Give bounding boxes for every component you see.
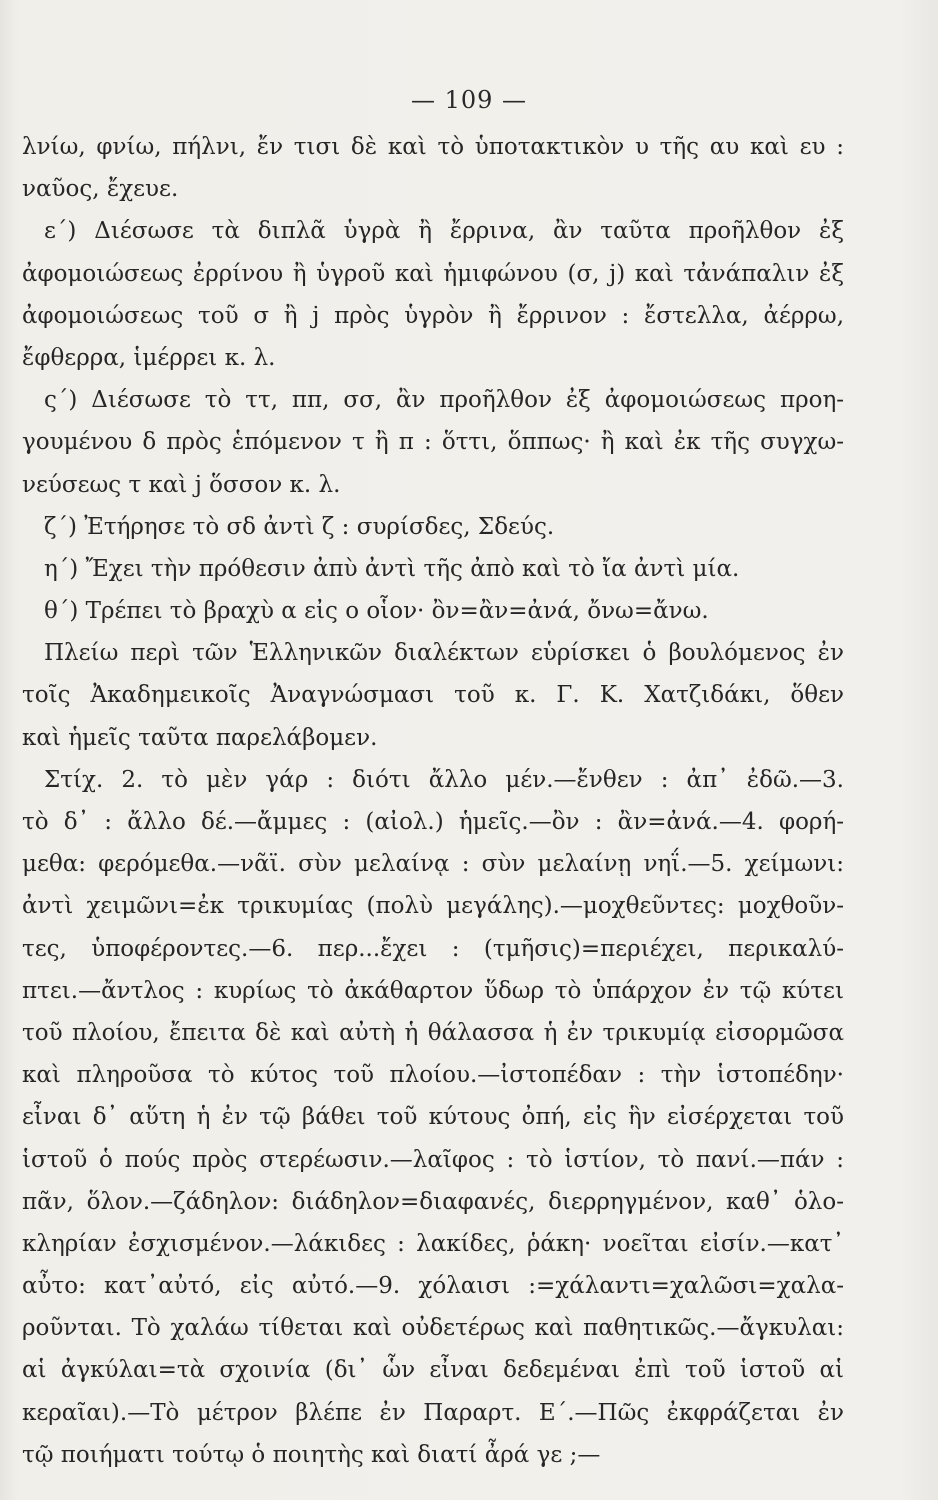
text-line: Πλείω περὶ τῶν Ἑλληνικῶν διαλέκτων εὑρίσκει ὁ βουλόμενος ἐν [44,640,844,667]
text-line: γουμένου δ πρὸς ἑπόμενον τ ἢ π : ὅττι, ὅππως· ἢ καὶ ἐκ τῆς συγχω- [22,429,844,456]
text-line: ζ΄) Ἐτήρησε τὸ σδ ἀντὶ ζ : συρίσδες, Σδεύς. [44,513,555,540]
text-line: τοῖς Ἀκαδημεικοῖς Ἀναγνώσμασι τοῦ κ. Γ. Κ. Χατζιδάκι, ὅθεν [22,682,844,709]
text-line: θ΄) Τρέπει τὸ βραχὺ α εἰς ο οἷον· ὂν=ἂν=ἀνά, ὄνω=ἄνω. [44,598,709,625]
text-line: εἶναι δ᾽ αὕτη ἡ ἐν τῷ βάθει τοῦ κύτους ὀπή, εἰς ἣν εἰσέρχεται τοῦ [22,1104,844,1131]
text-line: λνίω, φνίω, πήλνι, ἔν τισι δὲ καὶ τὸ ὑποτακτικὸν υ τῆς αυ καὶ ευ : [22,134,844,160]
text-line: η΄) Ἔχει τὴν πρόθεσιν ἀπὺ ἀντὶ τῆς ἀπὸ καὶ τὸ ἴα ἀντὶ μία. [44,555,740,582]
text-line: ἀφομοιώσεως τοῦ σ ἢ j πρὸς ὑγρὸν ἢ ἔρρινον : ἔστελλα, ἀέρρω, [22,302,844,329]
text-line: ε΄) Διέσωσε τὰ διπλᾶ ὑγρὰ ἢ ἔρρινα, ἂν ταῦτα προῆλθον ἐξ [44,218,844,245]
text-line: ἀντὶ χειμῶνι=ἐκ τρικυμίας (πολὺ μεγάλης).—μοχθεῦντες: μοχθοῦν- [22,893,844,920]
text-line: νεύσεως τ καὶ j ὅσσον κ. λ. [22,471,341,498]
text-line: καὶ ἡμεῖς ταῦτα παρελάβομεν. [22,724,378,751]
text-line: ς΄) Διέσωσε τὸ ττ, ππ, σσ, ἂν προῆλθον ἐξ ἀφομοιώσεως προη- [44,387,844,414]
text-line: τὸ δ᾽ : ἄλλο δέ.—ἄμμες : (αἰολ.) ἡμεῖς.—ὂν : ἂν=ἀνά.—4. φορή- [22,809,844,835]
text-line: μεθα: φερόμεθα.—νᾶϊ. σὺν μελαίνᾳ : σὺν μελαίνῃ νηΐ.—5. χείμωνι: [22,851,844,878]
text-line: αὖτο: κατ᾽αὐτό, εἰς αὐτό.—9. χόλαισι :=χάλαντι=χαλῶσι=χαλα- [22,1273,844,1300]
text-line: ναῦος, ἔχευε. [22,176,179,203]
text-line: ἔφθερρα, ἱμέρρει κ. λ. [22,344,276,371]
text-line: πᾶν, ὅλον.—ζάδηλον: διάδηλον=διαφανές, διερρηγμένον, καθ᾽ ὁλο- [22,1188,844,1215]
text-line: αἱ ἀγκύλαι=τὰ σχοινία (δι᾽ ὧν εἶναι δεδεμέναι ἐπὶ τοῦ ἱστοῦ αἱ [22,1357,844,1384]
text-line: Στίχ. 2. τὸ μὲν γάρ : διότι ἄλλο μέν.—ἔνθεν : ἀπ᾽ ἐδῶ.—3. [44,766,844,793]
text-line: ἀφομοιώσεως ἐρρίνου ἢ ὑγροῦ καὶ ἡμιφώνου (σ, j) καὶ τἀνάπαλιν ἐξ [22,260,844,287]
text-line: τοῦ πλοίου, ἔπειτα δὲ καὶ αὐτὴ ἡ θάλασσα ἡ ἐν τρικυμίᾳ εἰσορμῶσα [22,1019,844,1046]
body-text [22,126,844,1476]
text-line: τῷ ποιήματι τούτῳ ὁ ποιητὴς καὶ διατί ἆρά γε ;— [22,1441,601,1468]
text-line: κληρίαν ἐσχισμένον.—λάκιδες : λακίδες, ῥάκη· νοεῖται εἰσίν.—κατ᾽ [22,1230,844,1257]
text-line: ἱστοῦ ὁ πούς πρὸς στερέωσιν.—λαῖφος : τὸ ἱστίον, τὸ πανί.—πάν : [22,1146,844,1173]
text-line: καὶ πληροῦσα τὸ κύτος τοῦ πλοίου.—ἰστοπέδαν : τὴν ἱστοπέδην· [22,1062,844,1089]
text-line: πτει.—ἄντλος : κυρίως τὸ ἀκάθαρτον ὕδωρ τὸ ὑπάρχον ἐν τῷ κύτει [22,977,844,1004]
text-line: ροῦνται. Τὸ χαλάω τίθεται καὶ οὐδετέρως καὶ παθητικῶς.—ἄγκυλαι: [22,1315,844,1342]
text-line: τες, ὑποφέροντες.—6. περ...ἔχει : (τμῆσις)=περιέχει, περικαλύ- [22,935,844,962]
text-line: κεραῖαι).—Τὸ μέτρον βλέπε ἐν Παραρτ. Ε΄.—Πῶς ἐκφράζεται ἐν [22,1399,844,1426]
page-number: — 109 — [410,86,528,114]
